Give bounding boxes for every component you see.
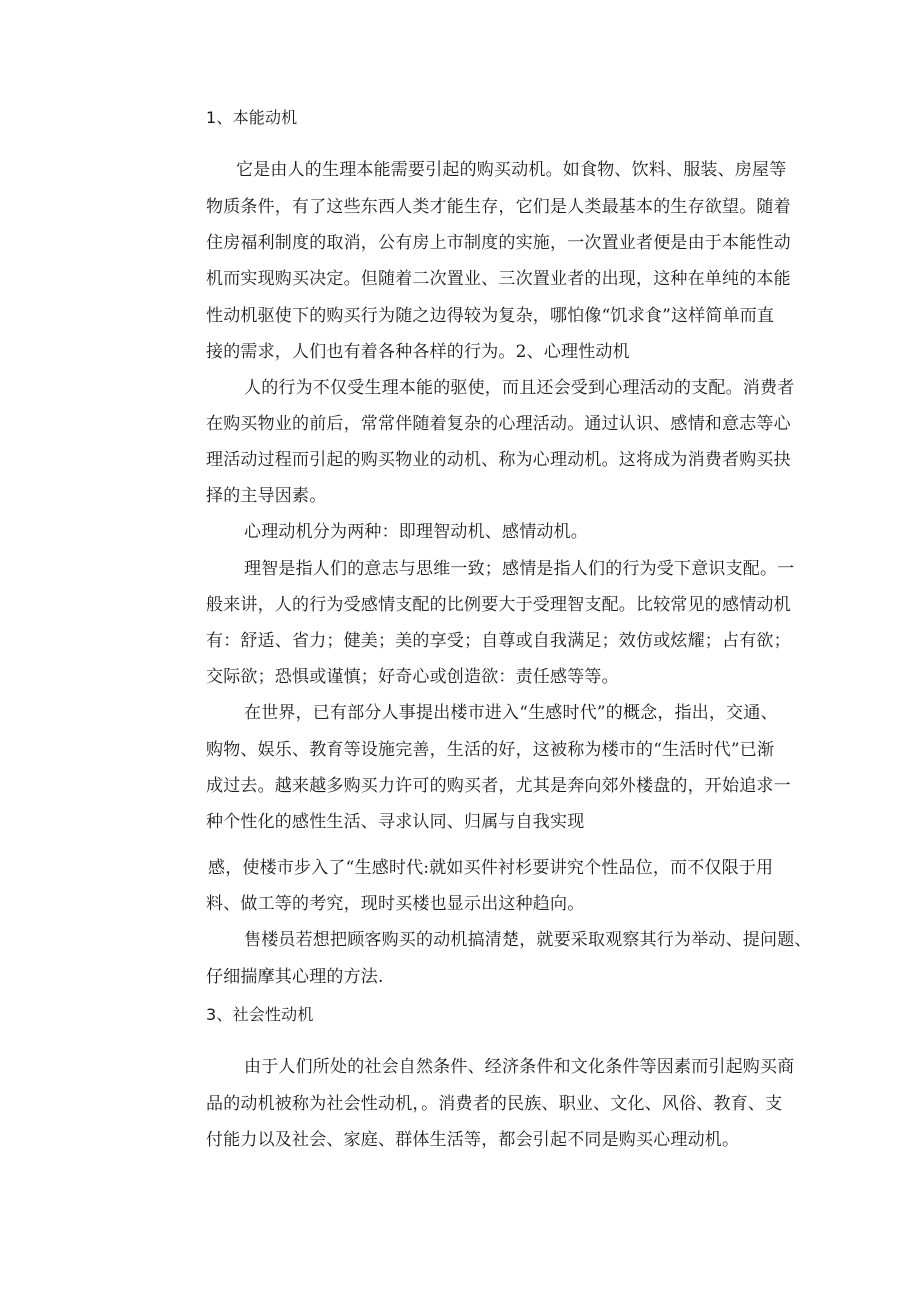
paragraph-line: 品的动机被称为社会性动机，。消费者的民族、职业、文化、风俗、教育、支 (206, 1094, 783, 1114)
paragraph-line: 人的行为不仅受生理本能的驱使，而且还会受到心理活动的支配。消费者 (244, 378, 795, 398)
paragraph-line: 般来讲，人的行为受感情支配的比例要大于受理智支配。比较常见的感情动机 (206, 595, 791, 615)
paragraph-line: 理活动过程而引起的购买物业的动机、称为心理动机。这将成为消费者购买抉 (206, 450, 791, 470)
paragraph-line: 理智是指人们的意志与思维一致；感情是指人们的行为受下意识支配。一 (244, 559, 795, 579)
paragraph-line: 付能力以及社会、家庭、群体生活等，都会引起不同是购买心理动机。 (206, 1130, 740, 1150)
paragraph-line: 仔细揣摩其心理的方法. (206, 967, 384, 987)
paragraph-line: 有：舒适、省力；健美；美的享受；自尊或自我满足；效仿或炫耀；占有欲； (206, 631, 791, 651)
paragraph-line: 购物、娱乐、教育等设施完善，生活的好，这被称为楼市的“生活时代”已渐 (206, 740, 775, 760)
paragraph-line: 由于人们所处的社会自然条件、经济条件和文化条件等因素而引起购买商 (244, 1057, 795, 1077)
paragraph-line: 性动机驱使下的购买行为随之边得较为复杂，哪怕像“饥求食”这样简单而直 (206, 306, 775, 326)
paragraph-line: 它是由人的生理本能需要引起的购买动机。如食物、饮料、服装、房屋等 (236, 160, 787, 180)
paragraph-line: 售楼员若想把顾客购买的动机搞清楚，就要采取观察其行为举动、提问题、 (244, 930, 812, 950)
paragraph-line: 物质条件，有了这些东西人类才能生存，它们是人类最基本的生存欲望。随着 (206, 197, 791, 217)
paragraph-line: 心理动机分为两种：即理智动机、感情动机。 (244, 522, 588, 542)
paragraph-line: 成过去。越来越多购买力许可的购买者，尤其是奔向郊外楼盘的，开始追求一 (206, 776, 791, 796)
heading-social-motive: 3、社会性动机 (206, 1005, 314, 1024)
paragraph-line: 料、做工等的考究，现时买楼也显示出这种趋向。 (206, 894, 585, 914)
paragraph-line: 接的需求，人们也有着各种各样的行为。2、心理性动机 (206, 342, 630, 362)
paragraph-line: 在购买物业的前后，常常伴随着复杂的心理活动。通过认识、感情和意志等心 (206, 414, 791, 434)
paragraph-line: 住房福利制度的取消，公有房上市制度的实施，一次置业者便是由于本能性动 (206, 233, 791, 253)
paragraph-line: 感，使楼市步入了“生感时代:就如买件衬杉要讲究个性品位，而不仅限于用 (208, 858, 774, 878)
paragraph-line: 机而实现购买决定。但随着二次置业、三次置业者的出现，这种在单纯的本能 (206, 269, 791, 289)
paragraph-line: 种个性化的感性生活、寻求认同、归属与自我实现 (206, 812, 585, 832)
paragraph-line: 择的主导因素。 (206, 486, 327, 506)
paragraph-line: 在世界，已有部分人事提出楼市进入“生感时代”的概念，指出，交通、 (244, 703, 778, 723)
heading-instinct-motive: 1、本能动机 (206, 108, 298, 127)
paragraph-line: 交际欲；恐惧或谨慎；好奇心或创造欲：责任感等等。 (206, 667, 619, 687)
